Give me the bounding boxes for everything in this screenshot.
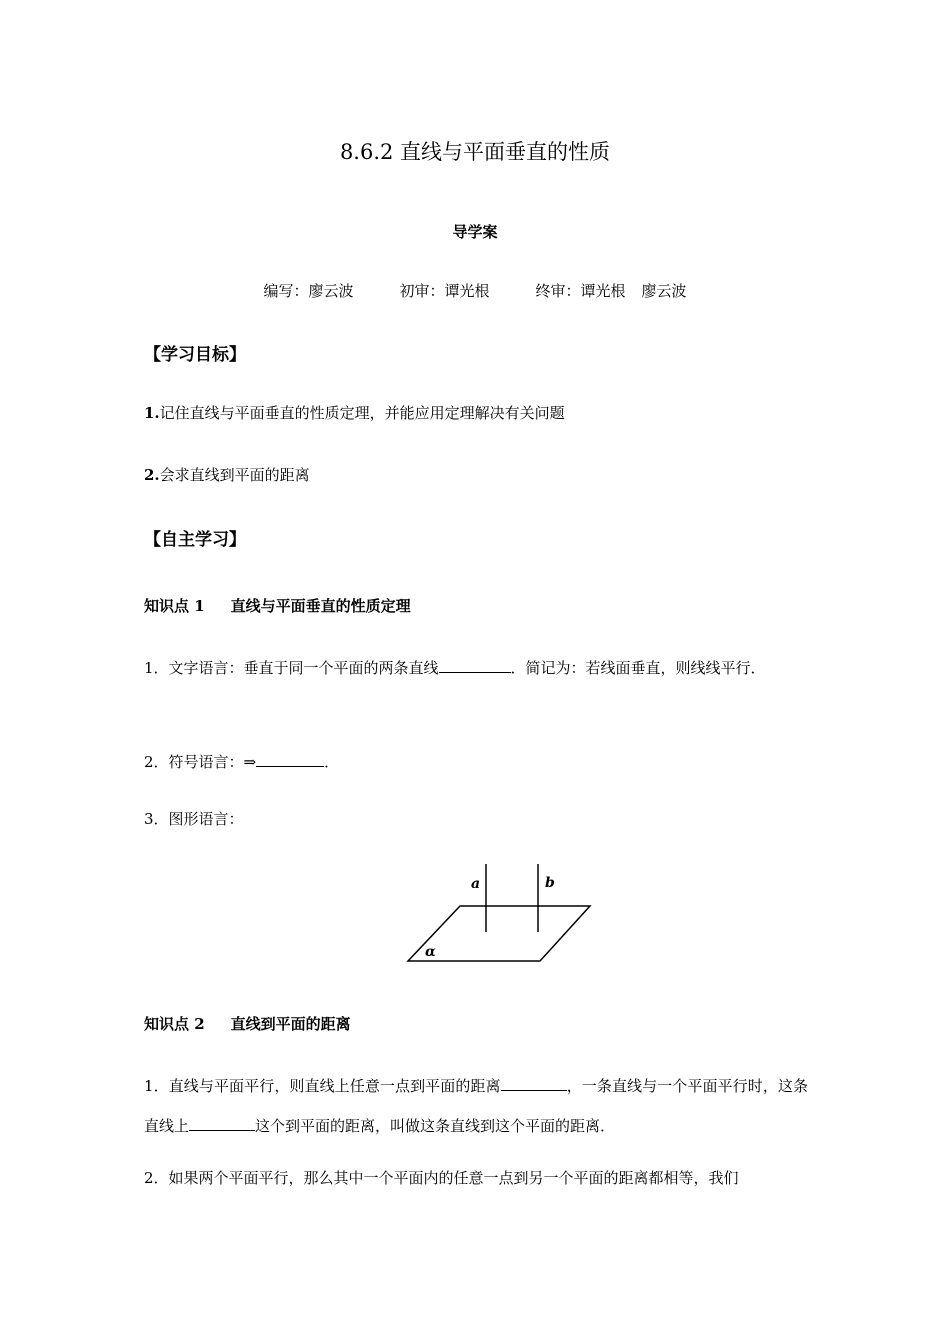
- kp-label: 知识点 1: [144, 597, 205, 615]
- page-subtitle: 导学案: [452, 223, 498, 241]
- goal-item-number: 1.: [144, 404, 160, 422]
- kp2-text-c: 这个到平面的距离，叫做这条直线到这个平面的距离．: [255, 1117, 616, 1135]
- goal-item-2: [144, 464, 310, 485]
- fill-blank[interactable]: [501, 1076, 567, 1091]
- kp1-text-a: 1．文字语言：垂直于同一个平面的两条直线: [144, 659, 439, 677]
- kp1-figure-language: 3．图形语言：: [144, 810, 244, 828]
- fill-blank[interactable]: [256, 752, 324, 767]
- kp1-symbol-b: ．: [324, 753, 340, 771]
- label-alpha: α: [425, 944, 436, 960]
- author-editor: 编写：廖云波: [263, 282, 354, 300]
- fill-blank[interactable]: [439, 658, 511, 673]
- knowledge-point-2-heading: [144, 1013, 351, 1034]
- goal-item-number: 2.: [144, 466, 160, 484]
- goal-item-text: 会求直线到平面的距离: [159, 466, 310, 484]
- kp-title: 直线与平面垂直的性质定理: [230, 597, 411, 615]
- author-final: 终审：谭光根: [535, 282, 626, 300]
- page-title: 8.6.2 直线与平面垂直的性质: [339, 140, 611, 164]
- author-reviewer: 初审：谭光根: [399, 282, 490, 300]
- kp1-symbol-a: 2．符号语言：⇒: [144, 753, 257, 771]
- label-b: b: [545, 875, 555, 891]
- fill-blank[interactable]: [189, 1116, 255, 1131]
- perpendicular-lines-figure: [400, 858, 600, 968]
- kp2-distance-text: [144, 1066, 808, 1146]
- author-final-2: 廖云波: [641, 282, 687, 300]
- kp1-text-language: [144, 648, 808, 688]
- authors-line: [0, 280, 950, 301]
- kp2-text-b: ，一条直线与一个平面平行时，这条直线上: [144, 1077, 808, 1135]
- kp-label: 知识点 2: [144, 1015, 205, 1033]
- goal-item-text: 记住直线与平面垂直的性质定理，并能应用定理解决有关问题: [159, 404, 565, 422]
- label-a: a: [471, 876, 481, 892]
- section-heading-self-study: 【自主学习】: [144, 530, 246, 550]
- kp2-parallel-planes-text: 2．如果两个平面平行，那么其中一个平面内的任意一点到另一个平面的距离都相等，我们: [144, 1169, 739, 1187]
- kp-title: 直线到平面的距离: [230, 1015, 351, 1033]
- knowledge-point-1-heading: [144, 595, 411, 616]
- kp2-text-a: 1．直线与平面平行，则直线上任意一点到平面的距离: [144, 1077, 501, 1095]
- section-heading-goals: 【学习目标】: [144, 345, 246, 365]
- goal-item-1: [144, 402, 565, 423]
- kp1-symbol-language: [144, 751, 339, 772]
- kp1-text-b: ．简记为：若线面垂直，则线线平行．: [510, 659, 766, 677]
